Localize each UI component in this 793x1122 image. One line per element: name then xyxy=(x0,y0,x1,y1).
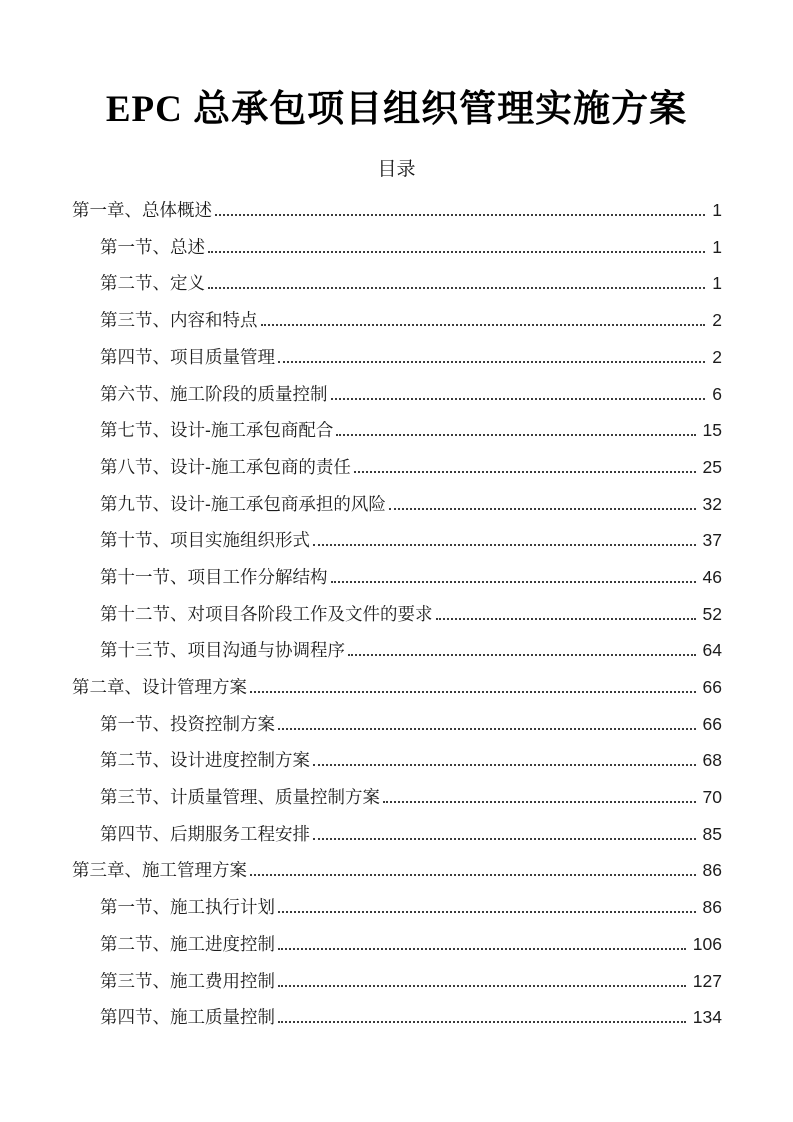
toc-entry[interactable] xyxy=(72,604,722,641)
toc-entry[interactable] xyxy=(72,750,722,787)
toc-entry-label: 第四节、施工质量控制 xyxy=(100,1007,275,1028)
toc-leader-dots xyxy=(250,874,696,876)
toc-entry-label: 第十二节、对项目各阶段工作及文件的要求 xyxy=(100,603,433,624)
toc-entry-label: 第一章、总体概述 xyxy=(72,200,212,221)
toc-page-number: 2 xyxy=(712,346,722,367)
toc-entry-label: 第十节、项目实施组织形式 xyxy=(100,530,310,551)
toc-leader-dots xyxy=(331,398,706,400)
toc-page-number: 66 xyxy=(702,677,722,698)
toc-entry[interactable] xyxy=(72,824,722,861)
toc-entry-label: 第二章、设计管理方案 xyxy=(72,677,247,698)
toc-entry[interactable] xyxy=(72,567,722,604)
toc-leader-dots xyxy=(278,948,686,950)
toc-page-number: 1 xyxy=(712,236,722,257)
toc-entry[interactable] xyxy=(72,714,722,751)
toc-page-number: 52 xyxy=(702,603,722,624)
toc-page-number: 66 xyxy=(702,713,722,734)
toc-entry-label: 第十三节、项目沟通与协调程序 xyxy=(100,640,345,661)
toc-page-number: 64 xyxy=(702,640,722,661)
toc-entry[interactable] xyxy=(72,347,722,384)
toc-leader-dots xyxy=(331,581,696,583)
toc-entry[interactable] xyxy=(72,860,722,897)
toc-page-number: 86 xyxy=(702,897,722,918)
document-title: EPC 总承包项目组织管理实施方案 xyxy=(105,89,688,130)
toc-entry[interactable] xyxy=(72,237,722,274)
toc-page-number: 1 xyxy=(712,273,722,294)
toc-entry-label: 第三节、施工费用控制 xyxy=(100,970,275,991)
toc-entry[interactable] xyxy=(72,971,722,1008)
toc-page-number: 1 xyxy=(712,200,722,221)
toc-page-number: 2 xyxy=(712,310,722,331)
toc-page-number: 68 xyxy=(702,750,722,771)
toc-leader-dots xyxy=(261,324,706,326)
toc-entry[interactable] xyxy=(72,457,722,494)
toc-entry-label: 第二节、施工进度控制 xyxy=(100,933,275,954)
toc-entry[interactable] xyxy=(72,200,722,237)
toc-page-number: 127 xyxy=(692,970,722,991)
toc-leader-dots xyxy=(278,1021,686,1023)
toc-entry[interactable] xyxy=(72,897,722,934)
toc-page-number: 32 xyxy=(702,493,722,514)
toc-leader-dots xyxy=(278,361,705,363)
toc-entry[interactable] xyxy=(72,1007,722,1044)
toc-entry-label: 第三章、施工管理方案 xyxy=(72,860,247,881)
toc-leader-dots xyxy=(278,728,696,730)
toc-entry-label: 第四节、后期服务工程安排 xyxy=(100,823,310,844)
toc-page-number: 25 xyxy=(702,456,722,477)
toc-entry-label: 第一节、投资控制方案 xyxy=(100,713,275,734)
toc-entry-label: 第三节、计质量管理、质量控制方案 xyxy=(100,787,380,808)
toc-page-number: 46 xyxy=(702,566,722,587)
toc-leader-dots xyxy=(215,214,705,216)
toc-entry[interactable] xyxy=(72,384,722,421)
toc-leader-dots xyxy=(348,654,696,656)
toc-entry[interactable] xyxy=(72,677,722,714)
toc-entry[interactable] xyxy=(72,310,722,347)
toc-page-number: 106 xyxy=(692,933,722,954)
toc-list xyxy=(72,200,722,1044)
toc-leader-dots xyxy=(313,764,696,766)
toc-entry[interactable] xyxy=(72,934,722,971)
toc-entry-label: 第六节、施工阶段的质量控制 xyxy=(100,383,328,404)
toc-entry-label: 第十一节、项目工作分解结构 xyxy=(100,566,328,587)
toc-entry-label: 第八节、设计-施工承包商的责任 xyxy=(100,456,351,477)
toc-page-number: 85 xyxy=(702,823,722,844)
toc-page-number: 70 xyxy=(702,787,722,808)
toc-entry-label: 第七节、设计-施工承包商配合 xyxy=(100,420,334,441)
toc-leader-dots xyxy=(336,434,695,436)
toc-entry-label: 第三节、内容和特点 xyxy=(100,310,258,331)
toc-page-number: 134 xyxy=(692,1007,722,1028)
toc-leader-dots xyxy=(389,508,696,510)
toc-page-number: 86 xyxy=(702,860,722,881)
toc-entry-label: 第一节、施工执行计划 xyxy=(100,897,275,918)
toc-heading: 目录 xyxy=(377,159,416,181)
toc-entry-label: 第二节、定义 xyxy=(100,273,205,294)
toc-entry[interactable] xyxy=(72,787,722,824)
toc-entry-label: 第一节、总述 xyxy=(100,236,205,257)
toc-leader-dots xyxy=(250,691,696,693)
toc-page-number: 15 xyxy=(702,420,722,441)
toc-entry[interactable] xyxy=(72,640,722,677)
toc-entry[interactable] xyxy=(72,494,722,531)
toc-leader-dots xyxy=(278,985,686,987)
toc-leader-dots xyxy=(208,251,705,253)
toc-leader-dots xyxy=(313,838,696,840)
toc-leader-dots xyxy=(383,801,696,803)
toc-entry-label: 第九节、设计-施工承包商承担的风险 xyxy=(100,493,386,514)
toc-leader-dots xyxy=(278,911,696,913)
toc-leader-dots xyxy=(354,471,696,473)
toc-page-number: 37 xyxy=(702,530,722,551)
toc-leader-dots xyxy=(313,544,696,546)
toc-leader-dots xyxy=(208,287,705,289)
toc-entry[interactable] xyxy=(72,530,722,567)
toc-page-number: 6 xyxy=(712,383,722,404)
toc-entry-label: 第二节、设计进度控制方案 xyxy=(100,750,310,771)
toc-entry[interactable] xyxy=(72,420,722,457)
toc-entry-label: 第四节、项目质量管理 xyxy=(100,346,275,367)
toc-leader-dots xyxy=(436,618,696,620)
toc-entry[interactable] xyxy=(72,273,722,310)
